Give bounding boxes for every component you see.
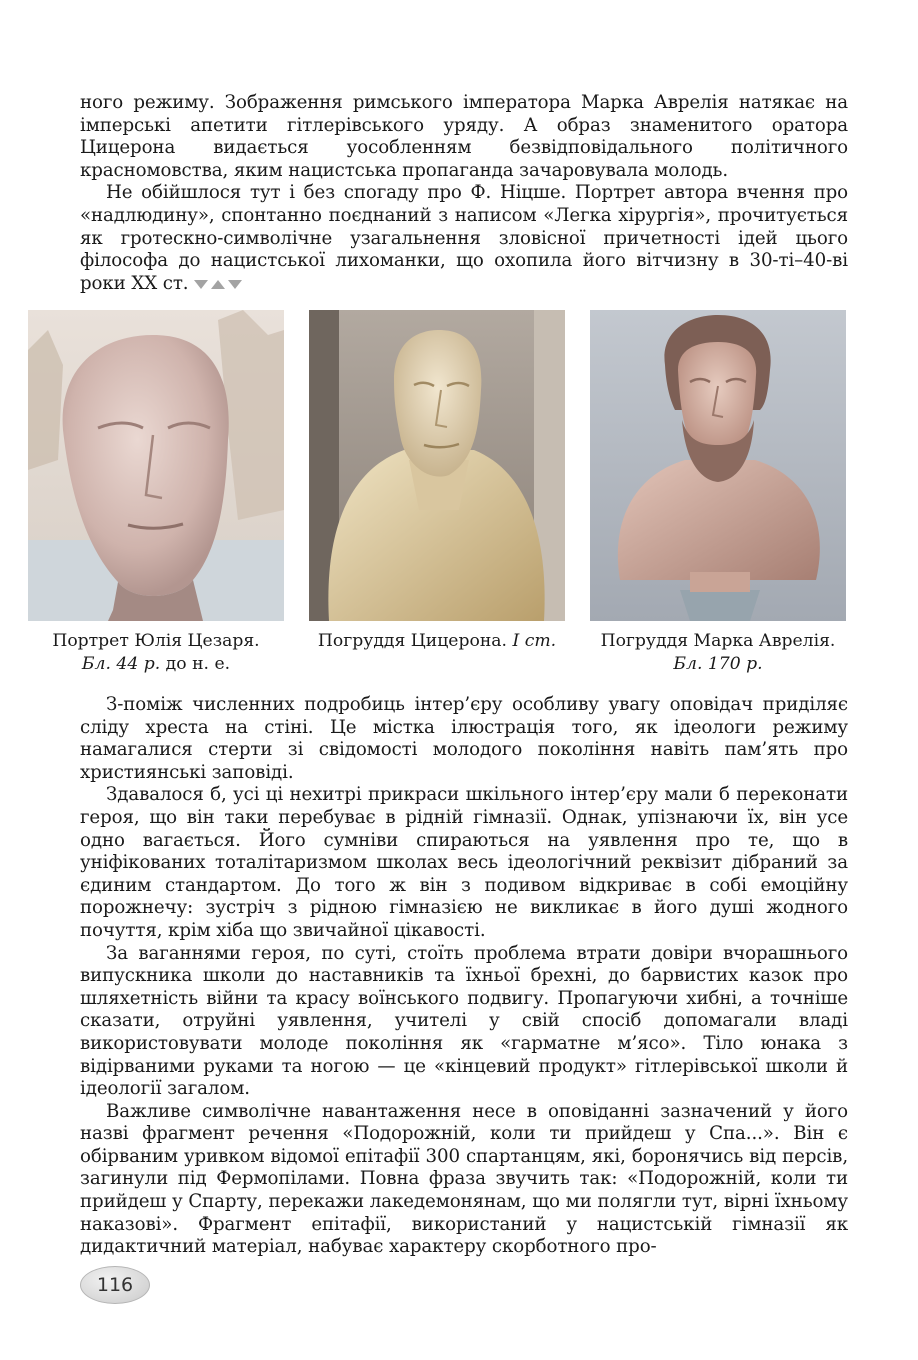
caption-title: Портрет Юлія Цезаря. bbox=[52, 631, 260, 651]
caption-date: I ст. bbox=[512, 631, 557, 651]
paragraph: З-поміж численних подробиць інтер’єру особливу увагу оповідач приділяє сліду хреста на стіні. Це місткa ілюстрація того, як ідеологи режиму намагалися стерти зі свідомості молодого покоління навіть пам’ять про християнські заповіді. bbox=[80, 694, 848, 783]
cicero-bust-image bbox=[309, 310, 565, 621]
caption-date: Бл. 170 р. bbox=[673, 653, 763, 674]
marcus-aurelius-bust-image bbox=[590, 310, 846, 621]
caption-line bbox=[309, 630, 565, 653]
bottom-text-block bbox=[80, 694, 848, 1259]
caesar-caption bbox=[28, 630, 284, 675]
caption-date: Бл. 44 р. bbox=[81, 653, 161, 674]
triangle-arrows-icon bbox=[194, 278, 244, 290]
caption-date-tail: до н. е. bbox=[160, 653, 231, 674]
paragraph: Здавалося б, усі ці нехитрі прикраси шкільного інтер’єру мали б переконати героя, що він таки перебуває в рідній гімназії. Однак, упізнаючи їх, він усе одно вагається. Його сумніви спираються на уявлення про те, що в уніфікованих тоталітаризмом школах весь ідеологічний реквізит дібраний за єдиним стандартом. До того ж він з подивом відкриває в собі емоційну порожнечу: зустріч з рідною гімназією не викликає в його душі жодного почуття, крім хіба що звичайної цікавості. bbox=[80, 784, 848, 941]
paragraph: За ваганнями героя, по суті, стоїть проблема втрати довіри вчорашнього випускника школи до наставників та їхньої брехні, до барвистих казок про шляхетність війни та красу воїнського подвигу. Пропагуючи хибні, а точніше сказати, отруйні уявлення, учителі у свій спосіб допомагали владі використовувати молоде покоління як «гарматне м’ясо». Тіло юнака з відірваними руками та ногою — це «кінцевий продукт» гітлерівської школи й ідеології загалом. bbox=[80, 942, 848, 1100]
paragraph: ного режиму. Зображення римського імператора Марка Аврелія натякає на імперські апетити гітлерівського уряду. А образ знаменитого оратора Цицерона видається уособленням безвідповідального політичного красномовства, яким нацистська пропаганда зачаровувала молодь. bbox=[80, 92, 848, 181]
marcus-aurelius-caption bbox=[590, 630, 846, 675]
caption-date-line bbox=[28, 653, 284, 676]
caesar-portrait-image bbox=[28, 310, 284, 621]
cicero-caption bbox=[309, 630, 565, 653]
caption-title: Погруддя Цицерона. bbox=[317, 631, 507, 651]
paragraph: Важливе символічне навантаження несе в оповіданні зазначений у його назві фрагмент речення «Подорожній, коли ти прийдеш у Спа...». Він є обірваним уривком відомої епітафії 300 спартанцям, які, боронячись від персів, загинули під Фермопілами. Повна фраза звучить так: «Подорожній, коли ти прийдеш у Спарту, перекажи лакедемонянам, що ми полягли тут, вірні їхньому наказові». Фрагмент епітафії, використаний у нацистській гімназії як дидактичний матеріал, набуває характеру скорботного про- bbox=[80, 1100, 848, 1258]
caption-title: Погруддя Марка Аврелія. bbox=[600, 631, 836, 651]
top-text-block bbox=[80, 92, 848, 295]
page-number-badge bbox=[80, 1266, 150, 1304]
page-number: 116 bbox=[96, 1274, 134, 1296]
paragraph: Не обійшлося тут і без спогаду про Ф. Ніцше. Портрет автора вчення про «надлюдину», спонтанно поєднаний з написом «Легка хірургія», прочитується як гротескно-символічне узагальнення зловісної причетності ідей цього філософа до нацистської лихоманки, що охопила його вітчизну в 30-ті–40-ві роки XX ст. bbox=[80, 182, 848, 294]
